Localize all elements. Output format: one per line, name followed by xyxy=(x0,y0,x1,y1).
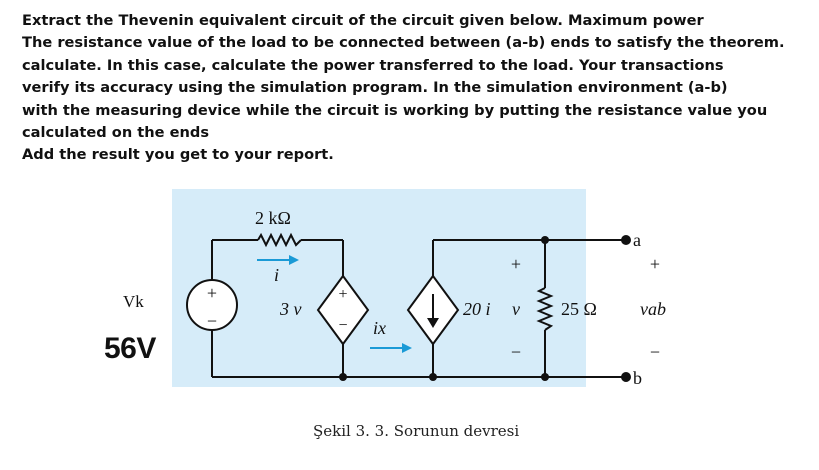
source-value-label: 56V xyxy=(104,332,156,365)
resistor-25-label: 25 Ω xyxy=(561,299,597,319)
source-name-label: Vk xyxy=(123,292,144,311)
instruction-line-5: with the measuring device while the circuit is working by putting the resistance value you xyxy=(22,101,768,119)
terminal-a-dot xyxy=(621,235,631,245)
current-ix-label: ix xyxy=(373,318,386,338)
terminal-a-label: a xyxy=(633,230,641,250)
voltage-v-plus: + xyxy=(510,254,522,274)
dep-source-plus: + xyxy=(338,286,348,303)
junction-node xyxy=(541,373,549,381)
circuit-background xyxy=(172,189,586,387)
voltage-v-label: v xyxy=(512,299,520,319)
vab-plus: + xyxy=(649,254,661,274)
instruction-line-1: Extract the Thevenin equivalent circuit of the circuit given below. Maximum power xyxy=(22,12,704,29)
instruction-line-2: The resistance value of the load to be connected between (a-b) ends to satisfy the theorem. xyxy=(22,34,785,52)
figure-caption: Şekil 3. 3. Sorunun devresi xyxy=(313,422,520,440)
junction-node xyxy=(541,236,549,244)
voltage-v-minus: − xyxy=(510,342,522,362)
vab-minus: − xyxy=(649,342,661,362)
dependent-voltage-label: 3 v xyxy=(280,299,302,319)
instruction-line-6: calculated on the ends xyxy=(22,124,210,142)
junction-node xyxy=(429,373,437,381)
junction-node xyxy=(339,373,347,381)
terminal-b-dot xyxy=(621,372,631,382)
terminal-b-label: b xyxy=(633,368,642,388)
dependent-current-label: 20 i xyxy=(463,299,491,319)
instruction-line-7: Add the result you get to your report. xyxy=(22,146,334,164)
vk-source-minus: − xyxy=(206,311,218,331)
vk-source-plus: + xyxy=(206,283,218,303)
dep-source-minus: − xyxy=(338,317,348,334)
instruction-line-4: verify its accuracy using the simulation program. In the simulation environment (a-b) xyxy=(22,79,728,97)
vab-label: vab xyxy=(640,299,666,319)
instruction-line-3: calculate. In this case, calculate the power transferred to the load. Your transactions xyxy=(22,56,724,74)
current-i-label: i xyxy=(274,265,280,285)
resistor-2k-label: 2 kΩ xyxy=(255,208,291,228)
